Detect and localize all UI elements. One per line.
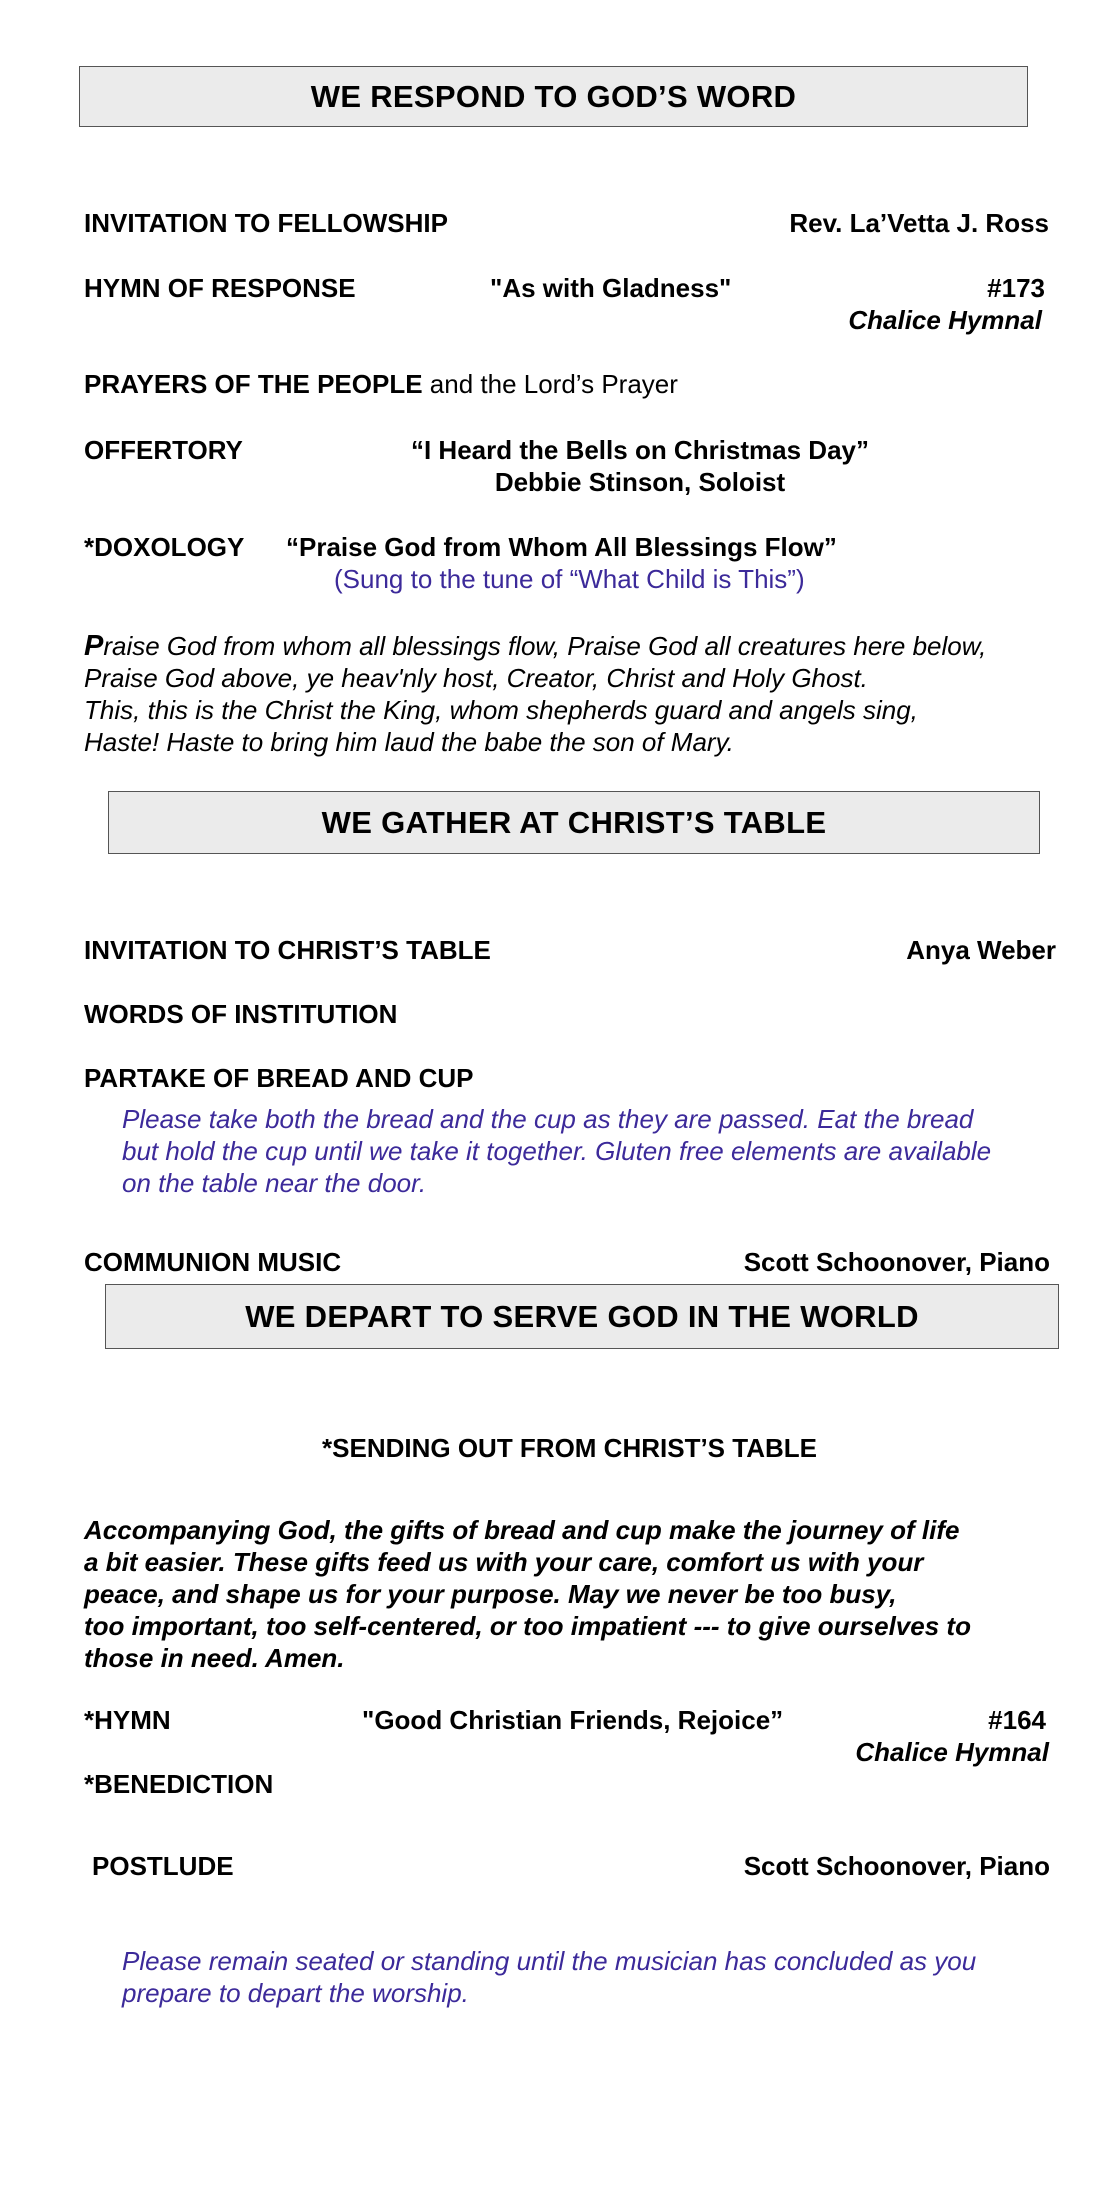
prayer-line-5: those in need. Amen. [84,1643,345,1673]
doxology-line-2: Praise God above, ye heav'nly host, Creator, Christ and Holy Ghost. [84,663,868,693]
doxology-title: “Praise God from Whom All Blessings Flow” [286,532,837,562]
section-header-gather [108,791,1040,854]
doxology-label: *DOXOLOGY [84,532,245,562]
communion-music-performer: Scott Schoonover, Piano [743,1247,1050,1277]
section-header-depart [105,1284,1059,1349]
section-title: WE RESPOND TO GOD’S WORD [310,78,797,114]
offertory-label: OFFERTORY [84,435,243,465]
sending-prayer [84,1514,971,1674]
partake-instructions [122,1103,991,1199]
doxology-text [84,630,986,758]
section-title: WE GATHER AT CHRIST’S TABLE [321,804,827,840]
hymn-label: *HYMN [84,1705,171,1735]
fellowship-label: INVITATION TO FELLOWSHIP [84,208,448,238]
partake-line-3: on the table near the door. [122,1168,427,1198]
communion-music-label: COMMUNION MUSIC [84,1247,342,1277]
prayer-line-3: peace, and shape us for your purpose. May we never be too busy, [84,1579,897,1609]
offertory-performer: Debbie Stinson, Soloist [494,467,786,497]
section-title: WE DEPART TO SERVE GOD IN THE WORLD [245,1298,919,1334]
hymn-title: "Good Christian Friends, Rejoice” [362,1705,784,1735]
hymn-response-book: Chalice Hymnal [848,305,1042,335]
postlude-performer: Scott Schoonover, Piano [743,1851,1050,1881]
closing-line-2: prepare to depart the worship. [122,1978,469,2008]
drop-cap: P [84,630,104,662]
benediction-label: *BENEDICTION [84,1769,274,1799]
prayer-line-1: Accompanying God, the gifts of bread and cup make the journey of life [84,1515,960,1545]
doxology-line-1: Praise God from whom all blessings flow, Praise God all creatures here below, [84,630,987,662]
partake-label: PARTAKE OF BREAD AND CUP [84,1063,474,1093]
sending-label: *SENDING OUT FROM CHRIST’S TABLE [322,1433,817,1463]
invitation-label: INVITATION TO CHRIST’S TABLE [84,935,491,965]
hymn-response-label: HYMN OF RESPONSE [84,273,356,303]
hymn-number: #164 [988,1705,1046,1735]
doxology-line-3: This, this is the Christ the King, whom shepherds guard and angels sing, [84,695,918,725]
partake-line-1: Please take both the bread and the cup as they are passed. Eat the bread [122,1104,974,1134]
partake-line-2: but hold the cup until we take it together. Gluten free elements are available [122,1136,992,1166]
prayer-line-2: a bit easier. These gifts feed us with your care, comfort us with your [84,1547,924,1577]
offertory-title: “I Heard the Bells on Christmas Day” [410,435,870,465]
closing-line-1: Please remain seated or standing until the musician has concluded as you [122,1946,977,1976]
hymn-book: Chalice Hymnal [855,1737,1049,1767]
hymn-response-title: "As with Gladness" [490,273,732,303]
doxology-line-4: Haste! Haste to bring him laud the babe the son of Mary. [84,727,734,757]
postlude-label: POSTLUDE [92,1851,234,1881]
prayers-label: PRAYERS OF THE PEOPLE [84,369,423,399]
hymn-response-number: #173 [987,273,1045,303]
prayers-rest: and the Lord’s Prayer [422,369,678,399]
doxology-note: (Sung to the tune of “What Child is This”) [334,564,805,594]
institution-label: WORDS OF INSTITUTION [84,999,398,1029]
prayers-line [84,369,678,400]
fellowship-leader: Rev. La’Vetta J. Ross [789,208,1049,238]
closing-note [122,1945,976,2009]
section-header-respond [79,66,1028,127]
invitation-leader: Anya Weber [906,935,1056,965]
prayer-line-4: too important, too self-centered, or too impatient --- to give ourselves to [84,1611,971,1641]
